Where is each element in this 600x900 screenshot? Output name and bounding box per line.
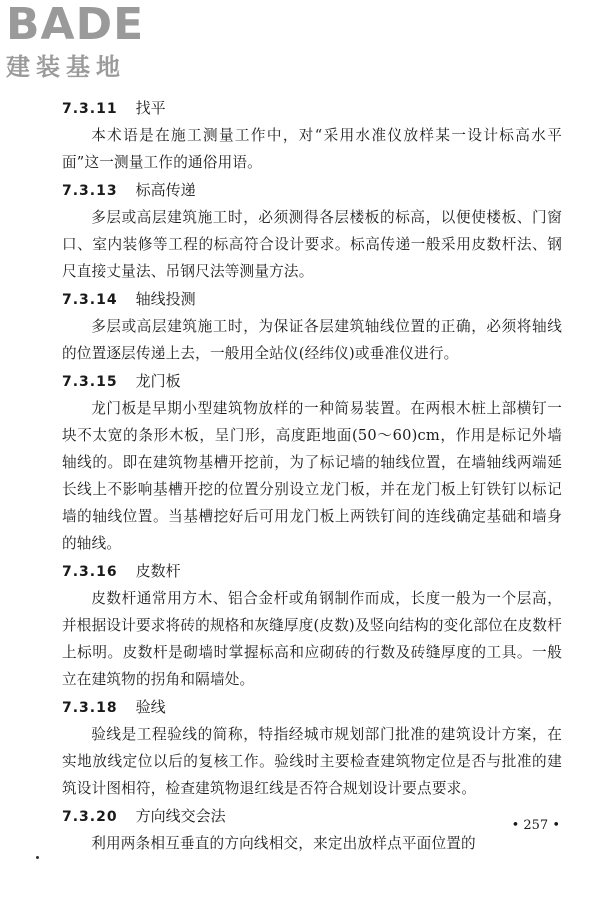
- section-paragraph: 利用两条相互垂直的方向线相交，来定出放样点平面位置的: [91, 835, 476, 852]
- section-title: 龙门板: [135, 372, 181, 390]
- section-number: 7.3.20: [62, 809, 118, 825]
- section-7-3-15: [62, 367, 562, 557]
- section-paragraph: 皮数杆通常用方木、铝合金杆或角钢制作而成，长度一般为一个层高，并根据设计要求将砖的规格和灰缝厚度(皮数)及竖向结构的变化部位在皮数杆上标明。皮数杆是砌墙时掌握标高和应砌砖的行数及砖缝厚度的工具。一般立在建筑物的拐角和隔墙处。: [62, 590, 562, 688]
- logo-wordmark: BADE: [6, 0, 145, 50]
- section-7-3-14: [62, 285, 562, 367]
- section-heading: [62, 176, 562, 204]
- section-7-3-11: [62, 94, 562, 176]
- section-title: 标高传递: [135, 181, 196, 199]
- section-heading: [62, 557, 562, 585]
- section-title: 找平: [135, 99, 166, 117]
- section-7-3-13: [62, 176, 562, 285]
- section-paragraph: 龙门板是早期小型建筑物放样的一种简易装置。在两根木桩上部横钉一块不太宽的条形木板，呈门形，高度距地面(50～60)cm，作用是标记外墙轴线的。即在建筑物基槽开挖前，为了标记墙的轴线位置，在墙轴线两端延长线上不影响基槽开挖的位置分别设立龙门板，并在龙门板上钉铁钉以标记墙的轴线位置。当基槽挖好后可用龙门板上两铁钉间的连线确定基础和墙身的轴线。: [62, 400, 562, 552]
- section-number: 7.3.15: [62, 374, 118, 390]
- section-title: 皮数杆: [135, 562, 181, 580]
- section-heading: [62, 802, 562, 830]
- page-number: • 257 •: [511, 818, 560, 833]
- document-body: [62, 94, 562, 857]
- section-paragraph: 本术语是在施工测量工作中，对“采用水准仪放样某一设计标高水平面”这一测量工作的通俗用语。: [62, 127, 562, 171]
- section-heading: [62, 94, 562, 122]
- section-7-3-18: [62, 693, 562, 802]
- section-title: 方向线交会法: [135, 807, 226, 825]
- section-heading: [62, 693, 562, 721]
- section-number: 7.3.18: [62, 700, 118, 716]
- logo-subtitle: 建装基地: [6, 53, 126, 81]
- section-paragraph: 多层或高层建筑施工时，必须测得各层楼板的标高，以便使楼板、门窗口、室内装修等工程的标高符合设计要求。标高传递一般采用皮数杆法、钢尺直接丈量法、吊钢尺法等测量方法。: [62, 209, 562, 280]
- section-paragraph: 验线是工程验线的简称，特指经城市规划部门批准的建筑设计方案，在实地放线定位以后的复核工作。验线时主要检查建筑物定位是否与批准的建筑设计图相符，检查建筑物退红线是否符合规划设计要点要求。: [62, 726, 562, 797]
- section-7-3-16: [62, 557, 562, 693]
- section-heading: [62, 285, 562, 313]
- section-title: 轴线投测: [135, 290, 196, 308]
- section-title: 验线: [135, 698, 166, 716]
- section-number: 7.3.14: [62, 292, 118, 308]
- section-number: 7.3.16: [62, 564, 118, 580]
- publisher-logo: [6, 2, 186, 82]
- section-number: 7.3.13: [62, 183, 118, 199]
- section-paragraph: 多层或高层建筑施工时，为保证各层建筑轴线位置的正确，必须将轴线的位置逐层传递上去，一般用全站仪(经纬仪)或垂准仪进行。: [62, 318, 562, 362]
- section-number: 7.3.11: [62, 101, 118, 117]
- section-7-3-20: [62, 802, 562, 857]
- section-heading: [62, 367, 562, 395]
- scan-speck: [36, 856, 39, 859]
